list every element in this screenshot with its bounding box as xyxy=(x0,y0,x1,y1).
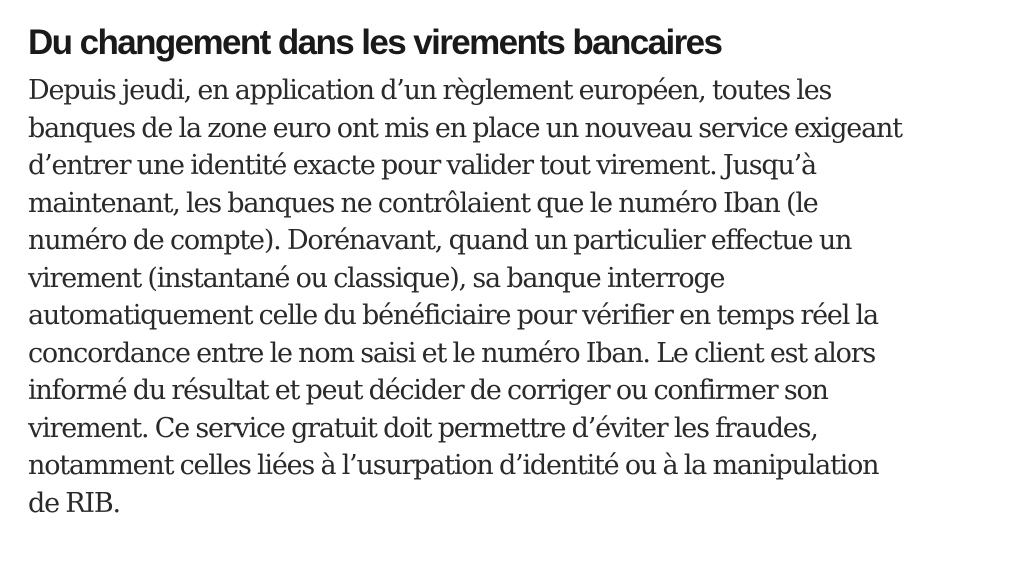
body-line: d’entrer une identité exacte pour valider tout virement. Jusqu’à xyxy=(28,150,816,181)
body-line: maintenant, les banques ne contrôlaient que le numéro Iban (le xyxy=(28,187,818,219)
body-line: Depuis jeudi, en application d’un règlement européen, toutes les xyxy=(28,75,832,106)
body-line: virement. Ce service gratuit doit permettre d’éviter les fraudes, xyxy=(28,412,818,444)
body-line: concordance entre le nom saisi et le numéro Iban. Le client est alors xyxy=(28,337,876,369)
body-line: banques de la zone euro ont mis en place un nouveau service exigeant xyxy=(28,112,902,144)
body-line: numéro de compte). Dorénavant, quand un particulier effectue un xyxy=(28,225,852,256)
article-body xyxy=(28,72,1008,522)
body-line: informé du résultat et peut décider de corriger ou confirmer son xyxy=(28,375,828,406)
body-line: automatiquement celle du bénéficiaire pour vérifier en temps réel la xyxy=(28,300,878,331)
article-headline: Du changement dans les virements bancaires xyxy=(28,23,722,62)
body-line: notamment celles liées à l’usurpation d’identité ou à la manipulation xyxy=(28,450,879,481)
body-line: de RIB. xyxy=(28,487,120,519)
article xyxy=(28,14,1008,522)
body-line: virement (instantané ou classique), sa banque interroge xyxy=(28,262,725,294)
